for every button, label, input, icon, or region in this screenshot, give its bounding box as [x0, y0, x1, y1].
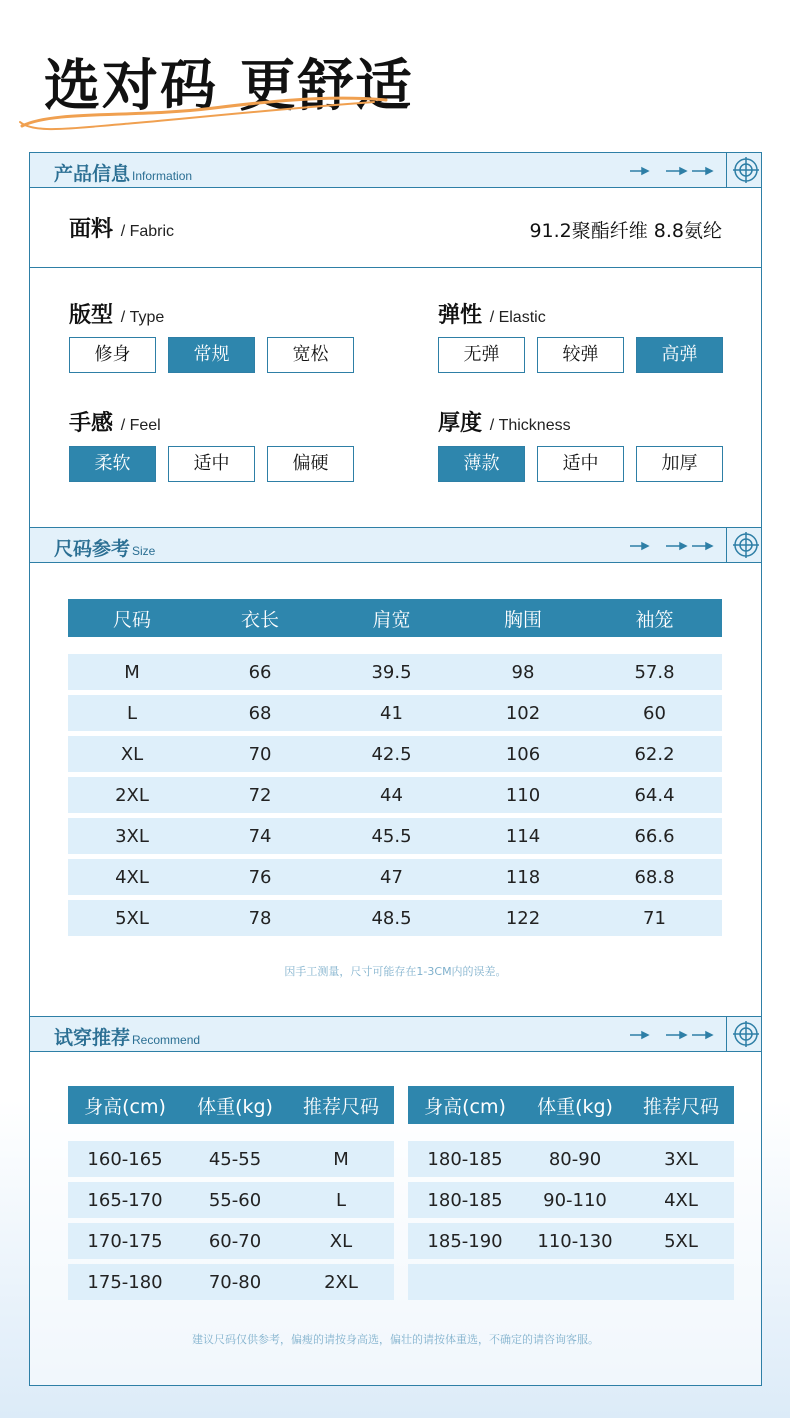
header-height: 身高(cm)	[408, 1086, 522, 1124]
table-row	[68, 1223, 394, 1259]
table-cell: 68.8	[587, 859, 722, 895]
table-cell: 47	[324, 859, 459, 895]
section-header-info	[29, 152, 762, 188]
thickness-label: 厚度 / Thickness	[438, 411, 571, 436]
elastic-label: 弹性 / Elastic	[438, 303, 546, 328]
table-cell: 110	[459, 777, 587, 813]
table-cell: 5XL	[628, 1223, 734, 1259]
table-row	[68, 859, 722, 895]
arrows-icon	[630, 1029, 720, 1041]
table-cell: 170-175	[68, 1223, 182, 1259]
crosshair-icon	[733, 157, 759, 183]
table-cell: 57.8	[587, 654, 722, 690]
thickness-option-moderate: 适中	[537, 446, 624, 482]
table-cell: M	[288, 1141, 394, 1177]
table-cell: 122	[459, 900, 587, 936]
table-cell: 90-110	[522, 1182, 628, 1218]
section-title: 产品信息 Information	[54, 163, 193, 185]
table-cell: 180-185	[408, 1141, 522, 1177]
table-cell: 180-185	[408, 1182, 522, 1218]
recommend-table-right	[408, 1081, 734, 1305]
arrows-icon	[630, 540, 720, 552]
size-header-shoulder: 肩宽	[324, 599, 459, 637]
table-cell: 62.2	[587, 736, 722, 772]
type-label: 版型 / Type	[69, 303, 165, 328]
table-cell: M	[68, 654, 196, 690]
table-cell: 66.6	[587, 818, 722, 854]
thickness-option-thin-selected: 薄款	[438, 446, 525, 482]
table-cell: 41	[324, 695, 459, 731]
divider	[726, 1017, 727, 1051]
recommend-header-row	[408, 1086, 734, 1124]
feel-option-moderate: 适中	[168, 446, 255, 482]
table-cell: 4XL	[628, 1182, 734, 1218]
table-cell	[522, 1264, 628, 1300]
table-row	[408, 1223, 734, 1259]
table-cell: 102	[459, 695, 587, 731]
crosshair-icon	[733, 532, 759, 558]
table-cell: 72	[196, 777, 324, 813]
elastic-option-high-selected: 高弹	[636, 337, 723, 373]
header-weight: 体重(kg)	[522, 1086, 628, 1124]
table-cell: 3XL	[628, 1141, 734, 1177]
size-header-length: 衣长	[196, 599, 324, 637]
table-cell: 80-90	[522, 1141, 628, 1177]
table-row	[408, 1141, 734, 1177]
recommend-table-left	[68, 1081, 394, 1305]
table-cell: 175-180	[68, 1264, 182, 1300]
section-title: 试穿推荐 Recommend	[54, 1027, 201, 1049]
header-height: 身高(cm)	[68, 1086, 182, 1124]
table-cell: 48.5	[324, 900, 459, 936]
table-row	[68, 654, 722, 690]
arrows-icon	[630, 165, 720, 177]
size-table	[68, 594, 722, 941]
divider	[726, 528, 727, 562]
table-cell: 160-165	[68, 1141, 182, 1177]
table-cell: 55-60	[182, 1182, 288, 1218]
table-cell: 118	[459, 859, 587, 895]
fabric-divider	[29, 267, 762, 268]
table-cell: 98	[459, 654, 587, 690]
table-cell: XL	[68, 736, 196, 772]
header-weight: 体重(kg)	[182, 1086, 288, 1124]
table-cell: 64.4	[587, 777, 722, 813]
section-header-size	[29, 527, 762, 563]
page-headline: 选对码 更舒适	[44, 54, 414, 119]
brush-stroke-decoration	[14, 88, 394, 138]
table-cell	[408, 1264, 522, 1300]
size-note: 因手工测量，尺寸可能存在1-3CM内的误差。	[284, 965, 507, 978]
thickness-option-thick: 加厚	[636, 446, 723, 482]
table-row	[68, 695, 722, 731]
feel-option-stiff: 偏硬	[267, 446, 354, 482]
table-cell: 78	[196, 900, 324, 936]
table-row	[68, 1264, 394, 1300]
empty-row	[408, 1264, 734, 1300]
table-cell: 70-80	[182, 1264, 288, 1300]
table-cell: 39.5	[324, 654, 459, 690]
table-cell: 2XL	[68, 777, 196, 813]
table-cell: 71	[587, 900, 722, 936]
feel-option-soft-selected: 柔软	[69, 446, 156, 482]
section-header-recommend	[29, 1016, 762, 1052]
table-row	[68, 777, 722, 813]
type-option-loose: 宽松	[267, 337, 354, 373]
table-cell: 165-170	[68, 1182, 182, 1218]
header-size: 推荐尺码	[628, 1086, 734, 1124]
crosshair-icon	[733, 1021, 759, 1047]
table-cell: L	[68, 695, 196, 731]
table-cell: 5XL	[68, 900, 196, 936]
fabric-value: 91.2聚酯纤维 8.8氨纶	[529, 220, 722, 242]
size-table-header-row	[68, 599, 722, 637]
table-row	[68, 900, 722, 936]
section-title: 尺码参考 Size	[54, 538, 156, 560]
recommend-header-row	[68, 1086, 394, 1124]
table-cell: 114	[459, 818, 587, 854]
table-row	[68, 1182, 394, 1218]
table-cell: L	[288, 1182, 394, 1218]
table-cell	[628, 1264, 734, 1300]
type-option-slim: 修身	[69, 337, 156, 373]
size-header-size: 尺码	[68, 599, 196, 637]
header-size: 推荐尺码	[288, 1086, 394, 1124]
table-cell: XL	[288, 1223, 394, 1259]
table-cell: 110-130	[522, 1223, 628, 1259]
elastic-option-none: 无弹	[438, 337, 525, 373]
table-cell: 76	[196, 859, 324, 895]
type-option-regular-selected: 常规	[168, 337, 255, 373]
table-cell: 4XL	[68, 859, 196, 895]
table-cell: 3XL	[68, 818, 196, 854]
feel-label: 手感 / Feel	[69, 411, 161, 436]
table-cell: 2XL	[288, 1264, 394, 1300]
table-cell: 74	[196, 818, 324, 854]
table-cell: 68	[196, 695, 324, 731]
table-cell: 60	[587, 695, 722, 731]
table-cell: 70	[196, 736, 324, 772]
fabric-label: 面料 / Fabric	[69, 217, 175, 242]
size-header-chest: 胸围	[459, 599, 587, 637]
table-row	[68, 736, 722, 772]
table-cell: 106	[459, 736, 587, 772]
table-cell: 45-55	[182, 1141, 288, 1177]
table-row	[408, 1182, 734, 1218]
size-header-armhole: 袖笼	[587, 599, 722, 637]
table-cell: 44	[324, 777, 459, 813]
elastic-option-medium: 较弹	[537, 337, 624, 373]
table-row	[68, 1141, 394, 1177]
table-cell: 45.5	[324, 818, 459, 854]
table-cell: 60-70	[182, 1223, 288, 1259]
recommend-note: 建议尺码仅供参考，偏瘦的请按身高选，偏壮的请按体重选，不确定的请咨询客服。	[192, 1333, 599, 1346]
table-row	[68, 818, 722, 854]
table-cell: 185-190	[408, 1223, 522, 1259]
table-cell: 66	[196, 654, 324, 690]
divider	[726, 153, 727, 187]
table-cell: 42.5	[324, 736, 459, 772]
